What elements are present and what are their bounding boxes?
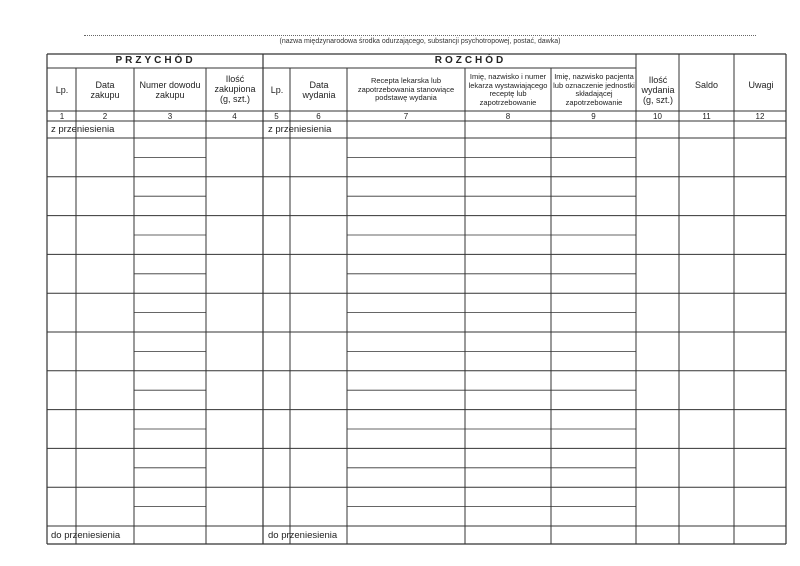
col-header-lp-outgo: Lp.	[270, 85, 284, 95]
col-number-10: 10	[653, 112, 662, 121]
col-number-6: 6	[316, 112, 321, 121]
col-header-qty-purchased: Ilość zakupiona (g, szt.)	[214, 74, 256, 104]
substance-name-caption: (nazwa międzynarodowa środka odurzającego, substancji psychotropowej, postać, dawka)	[279, 38, 561, 45]
col-number-7: 7	[403, 112, 409, 121]
section-income: PRZYCHÓD	[115, 55, 196, 66]
col-header-purchase-doc: Numer dowodu zakupu	[139, 80, 201, 100]
col-number-2: 2	[102, 112, 108, 121]
col-header-balance: Saldo	[694, 80, 719, 90]
col-header-lp-income: Lp.	[55, 85, 69, 95]
col-header-purchase-date: Data zakupu	[90, 80, 120, 100]
carry-from-income: z przeniesienia	[51, 124, 115, 135]
col-number-12: 12	[755, 112, 765, 121]
col-header-issue-date: Data wydania	[302, 80, 336, 100]
col-header-prescription: Recepta lekarska lub zapotrzebowania stanowiące podstawę wydania	[357, 76, 455, 103]
col-number-4: 4	[232, 112, 237, 121]
col-header-doctor: Imię, nazwisko i numer lekarza wystawiającego receptę lub zapotrzebowanie	[468, 72, 548, 107]
carry-to-outgo: do przeniesienia	[268, 530, 338, 541]
col-number-5: 5	[274, 112, 279, 121]
carry-to-income: do przeniesienia	[51, 530, 121, 541]
col-header-remarks: Uwagi	[748, 80, 774, 90]
carry-from-outgo: z przeniesienia	[268, 124, 332, 135]
col-header-qty-issued: Ilość wydania (g, szt.)	[641, 75, 675, 105]
col-number-11: 11	[702, 112, 711, 121]
col-header-patient: Imię, nazwisko pacjenta lub oznaczenie jednostki składającej zapotrzebowanie	[553, 72, 635, 107]
col-number-1: 1	[59, 112, 65, 121]
col-number-3: 3	[167, 112, 173, 121]
col-number-8: 8	[505, 112, 511, 121]
section-outgo: ROZCHÓD	[434, 55, 507, 66]
col-number-9: 9	[591, 112, 596, 121]
